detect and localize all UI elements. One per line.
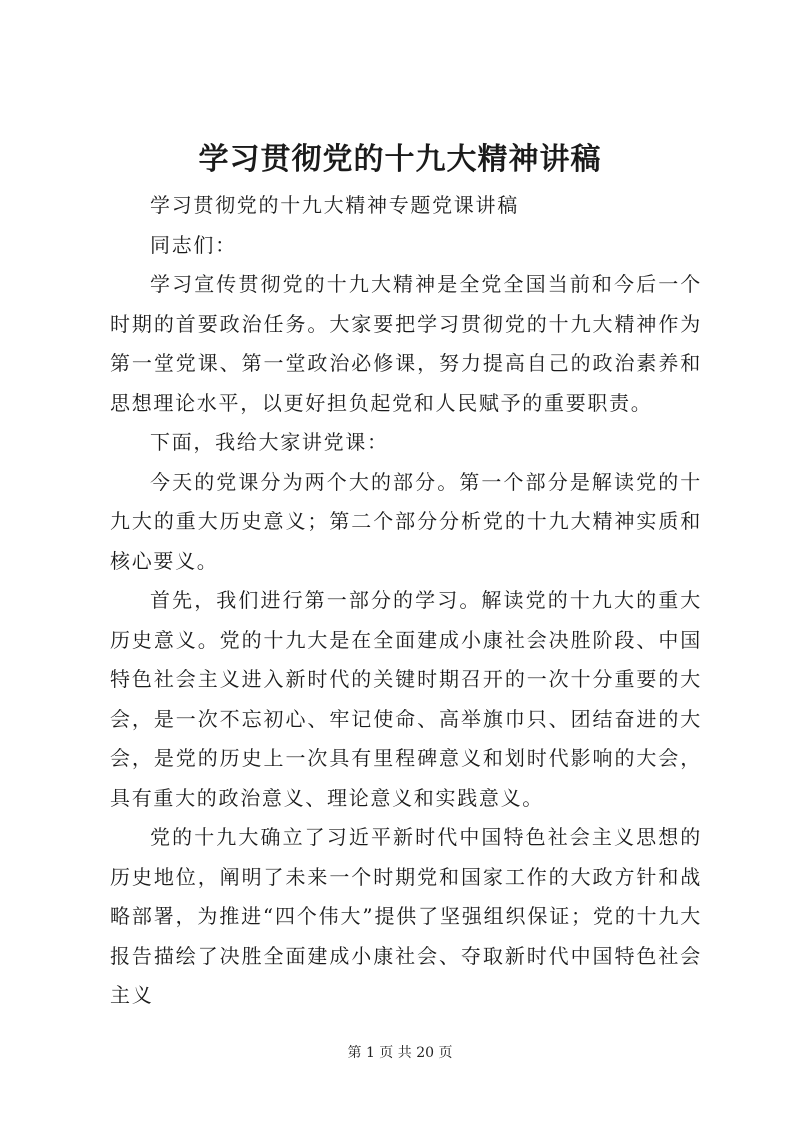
paragraph: 学习宣传贯彻党的十九大精神是全党全国当前和今后一个时期的首要政治任务。大家要把学习贯彻党的十九大精神作为第一堂党课、第一堂政治必修课，努力提高自己的政治素养和思想理论水平，以更好担负起党和人民赋予的重要职责。: [110, 272, 702, 415]
paragraph-salutation: 同志们：: [150, 232, 237, 257]
paragraph: 党的十九大确立了习近平新时代中国特色社会主义思想的历史地位，阐明了未来一个时期党和国家工作的大政方针和战略部署，为推进“四个伟大”提供了坚强组织保证；党的十九大报告描绘了决胜全面建成小康社会、夺取新时代中国特色社会主义: [110, 825, 702, 1007]
document-body: [110, 186, 702, 1016]
page-number-footer: 第 1 页 共 20 页: [347, 1045, 453, 1061]
paragraph: 今天的党课分为两个大的部分。第一个部分是解读党的十九大的重大历史意义；第二个部分分析党的十九大精神实质和核心要义。: [110, 469, 702, 573]
paragraph: 下面，我给大家讲党课：: [150, 430, 389, 454]
document-title: 学习贯彻党的十九大精神讲稿: [198, 142, 602, 177]
paragraph: 首先，我们进行第一部分的学习。解读党的十九大的重大历史意义。党的十九大是在全面建成小康社会决胜阶段、中国特色社会主义进入新时代的关键时期召开的一次十分重要的大会，是一次不忘初心、牢记使命、高举旗巾只、团结奋进的大会，是党的历史上一次具有里程碑意义和划时代影响的大会，具有重大的政治意义、理论意义和实践意义。: [110, 588, 702, 810]
paragraph-subtitle: 学习贯彻党的十九大精神专题党课讲稿: [150, 193, 519, 217]
